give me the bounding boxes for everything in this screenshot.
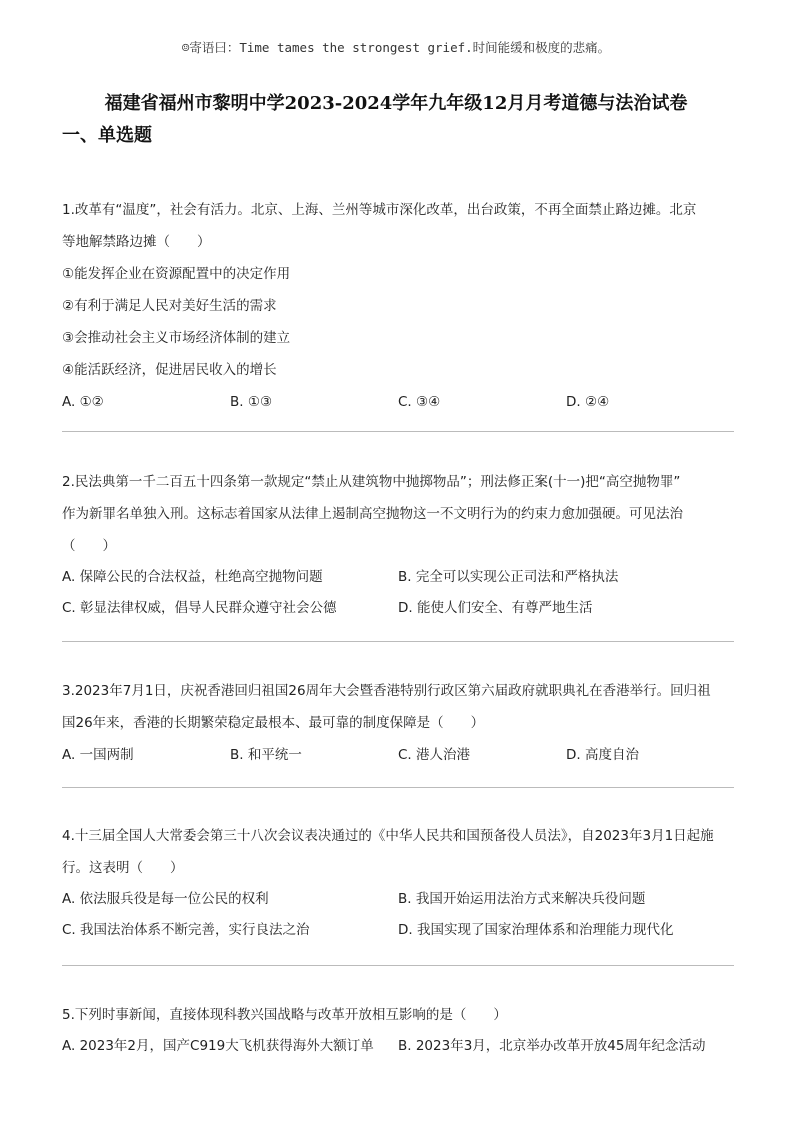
- question-stem-line: 3.2023年7月1日，庆祝香港回归祖国26周年大会暨香港特别行政区第六届政府就职典礼在香港举行。回归祖: [62, 683, 711, 699]
- question-stem-line: 行。这表明（ ）: [62, 860, 184, 876]
- option-b[interactable]: B. 完全可以实现公正司法和严格执法: [398, 569, 619, 585]
- question-3: [62, 675, 734, 771]
- option-b[interactable]: B. ①③: [230, 394, 273, 410]
- options-row: [62, 386, 734, 418]
- section-heading: 一、单选题: [62, 125, 152, 146]
- question-2: [62, 466, 734, 624]
- options-row: [62, 739, 734, 771]
- option-d[interactable]: D. 我国实现了国家治理体系和治理能力现代化: [398, 922, 674, 938]
- options-row: [62, 593, 734, 624]
- option-a[interactable]: A. 一国两制: [62, 747, 134, 763]
- question-stem-line: 2.民法典第一千二百五十四条第一款规定“禁止从建筑物中抛掷物品”；刑法修正案(十一)把“高空抛物罪”: [62, 474, 681, 490]
- question-stem-line: 等地解禁路边摊（ ）: [62, 234, 211, 250]
- question-divider: [62, 787, 734, 788]
- question-stem-line: （ ）: [62, 538, 116, 554]
- motto-line: ☺寄语曰：Time tames the strongest grief.时间能缓和极度的悲痛。: [181, 40, 611, 55]
- option-c[interactable]: C. 港人治港: [398, 747, 471, 763]
- option-d[interactable]: D. 高度自治: [566, 747, 639, 763]
- option-b[interactable]: B. 和平统一: [230, 747, 302, 763]
- options-row: [62, 884, 734, 915]
- question-divider: [62, 641, 734, 642]
- option-a[interactable]: A. ①②: [62, 394, 104, 410]
- question-stem-line: 1.改革有“温度”，社会有活力。北京、上海、兰州等城市深化改革，出台政策，不再全面禁止路边摊。北京: [62, 202, 697, 218]
- options-row: [62, 1031, 734, 1062]
- option-a[interactable]: A. 2023年2月，国产C919大飞机获得海外大额订单: [62, 1038, 374, 1054]
- statement-3: ③会推动社会主义市场经济体制的建立: [62, 330, 291, 346]
- option-c[interactable]: C. ③④: [398, 394, 441, 410]
- option-d[interactable]: D. ②④: [566, 394, 610, 410]
- options-row: [62, 915, 734, 946]
- option-c[interactable]: C. 我国法治体系不断完善，实行良法之治: [62, 922, 310, 938]
- exam-title: 福建省福州市黎明中学2023-2024学年九年级12月月考道德与法治试卷: [104, 93, 688, 114]
- question-1: [62, 194, 734, 418]
- option-d[interactable]: D. 能使人们安全、有尊严地生活: [398, 600, 593, 616]
- options-row: [62, 562, 734, 593]
- statement-1: ①能发挥企业在资源配置中的决定作用: [62, 266, 291, 282]
- option-c[interactable]: C. 彰显法律权威，倡导人民群众遵守社会公德: [62, 600, 337, 616]
- statement-2: ②有利于满足人民对美好生活的需求: [62, 298, 277, 314]
- question-stem-line: 国26年来，香港的长期繁荣稳定最根本、最可靠的制度保障是（ ）: [62, 715, 485, 731]
- question-5: [62, 999, 734, 1062]
- question-divider: [62, 965, 734, 966]
- option-a[interactable]: A. 保障公民的合法权益，杜绝高空抛物问题: [62, 569, 323, 585]
- question-stem-line: 作为新罪名单独入刑。这标志着国家从法律上遏制高空抛物这一不文明行为的约束力愈加强硬。可见法治: [62, 506, 683, 522]
- statement-4: ④能活跃经济，促进居民收入的增长: [62, 362, 277, 378]
- question-stem-line: 5.下列时事新闻，直接体现科教兴国战略与改革开放相互影响的是（ ）: [62, 1007, 507, 1023]
- option-a[interactable]: A. 依法服兵役是每一位公民的权利: [62, 891, 269, 907]
- question-4: [62, 820, 734, 946]
- question-divider: [62, 431, 734, 432]
- option-b[interactable]: B. 2023年3月，北京举办改革开放45周年纪念活动: [398, 1038, 706, 1054]
- option-b[interactable]: B. 我国开始运用法治方式来解决兵役问题: [398, 891, 646, 907]
- question-stem-line: 4.十三届全国人大常委会第三十八次会议表决通过的《中华人民共和国预备役人员法》，自2023年3月1日起施: [62, 828, 714, 844]
